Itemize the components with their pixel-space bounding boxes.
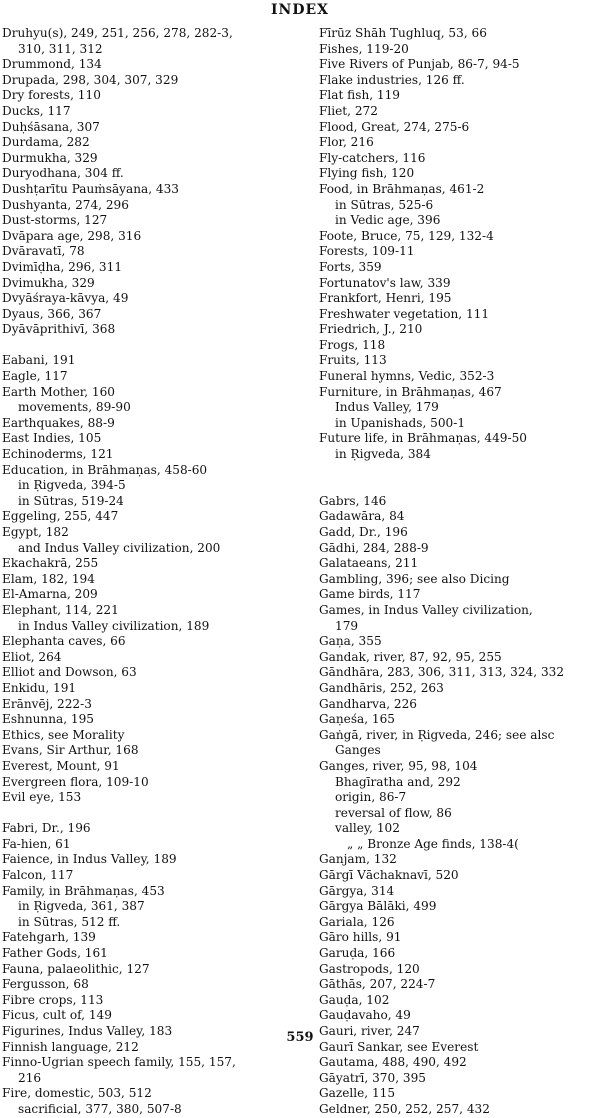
index-entry: Future life, in Brāhmaṇas, 449-50	[319, 431, 527, 446]
index-entry: Erānvēj, 222-3	[2, 696, 92, 711]
index-entry: Drupada, 298, 304, 307, 329	[2, 72, 179, 87]
section-gap	[319, 478, 600, 494]
index-column-right	[319, 26, 600, 1118]
index-entry: Elliot and Dowson, 63	[2, 665, 137, 680]
index-entry: Flat fish, 119	[319, 88, 401, 103]
index-entry: Gāro hills, 91	[319, 930, 402, 945]
index-entry: Finno-Ugrian speech family, 155, 157,	[2, 1055, 236, 1070]
index-entry: Eggeling, 255, 447	[2, 509, 119, 524]
index-entry: Fire, domestic, 503, 512	[2, 1086, 152, 1101]
index-entry: Gādhi, 284, 288-9	[319, 540, 429, 555]
index-entry: Faience, in Indus Valley, 189	[2, 852, 177, 867]
index-entry: Geldner, 250, 252, 257, 432	[319, 1101, 490, 1116]
section-gap	[2, 806, 298, 822]
index-entry: Gazelle, 115	[319, 1086, 396, 1101]
index-entry: Elam, 182, 194	[2, 571, 95, 586]
index-entry: Garuḍa, 166	[319, 946, 396, 961]
index-subentry: in Sūtras, 519-24	[18, 493, 124, 508]
index-subentry: in Indus Valley civilization, 189	[18, 618, 210, 633]
index-entry: Drummond, 134	[2, 57, 102, 72]
index-entry: Dvāravatī, 78	[2, 244, 85, 259]
index-entry: Ducks, 117	[2, 103, 71, 118]
section-gap	[2, 338, 298, 354]
index-entry: Gandharva, 226	[319, 696, 417, 711]
index-entry: Dvāpara age, 298, 316	[2, 228, 142, 243]
index-entry: El-Amarna, 209	[2, 587, 98, 602]
index-entry: Fabri, Dr., 196	[2, 821, 91, 836]
index-entry: Fruits, 113	[319, 353, 387, 368]
index-entry: Family, in Brāhmaṇas, 453	[2, 883, 165, 898]
index-subentry: origin, 86-7	[335, 790, 407, 805]
index-entry: Eabani, 191	[2, 353, 76, 368]
index-entry: Game birds, 117	[319, 587, 421, 602]
index-entry: Ekachakrā, 255	[2, 556, 99, 571]
index-entry: Ganjam, 132	[319, 852, 397, 867]
index-entry: Friedrich, J., 210	[319, 322, 423, 337]
index-entry: Gabrs, 146	[319, 493, 387, 508]
index-subentry: reversal of flow, 86	[335, 805, 452, 820]
index-entry: Dushyanta, 274, 296	[2, 197, 129, 212]
index-entry: Gaṇa, 355	[319, 634, 382, 649]
index-subentry: movements, 89-90	[18, 400, 131, 415]
index-entry: Druhyu(s), 249, 251, 256, 278, 282-3,	[2, 26, 233, 40]
index-entry: Dry forests, 110	[2, 88, 101, 103]
index-entry: Fergusson, 68	[2, 977, 89, 992]
index-entry: Freshwater vegetation, 111	[319, 306, 490, 321]
index-entry: Flood, Great, 274, 275-6	[319, 119, 470, 134]
index-entry: Evans, Sir Arthur, 168	[2, 743, 139, 758]
index-subentry: 310, 311, 312	[18, 41, 103, 56]
index-entry: Gauḍa, 102	[319, 992, 390, 1007]
index-column-left	[2, 26, 298, 1118]
index-subentry: in Sūtras, 525-6	[335, 197, 434, 212]
index-entry: Figurines, Indus Valley, 183	[2, 1024, 173, 1038]
index-entry: Gauri, river, 247	[319, 1024, 420, 1038]
index-subentry: in Ṛigveda, 394-5	[18, 478, 126, 493]
index-entry: Dust-storms, 127	[2, 213, 108, 228]
index-entry: Enkidu, 191	[2, 680, 77, 695]
index-entry: Gaurī Sankar, see Everest	[319, 1039, 479, 1054]
index-subentry: Ganges	[335, 743, 381, 758]
index-entry: Dyāvāprithivī, 368	[2, 322, 116, 337]
index-entry: Education, in Brāhmaṇas, 458-60	[2, 462, 208, 477]
index-subentry: valley, 102	[335, 821, 400, 836]
index-subentry: and Indus Valley civilization, 200	[18, 540, 221, 555]
index-entry: Funeral hymns, Vedic, 352-3	[319, 369, 495, 384]
index-entry: Earth Mother, 160	[2, 384, 116, 399]
index-entry: Gārgya Bālāki, 499	[319, 899, 437, 914]
index-entry: Gāyatrī, 370, 395	[319, 1070, 426, 1085]
index-entry: Durdama, 282	[2, 135, 90, 150]
index-subentry: sacrificial, 377, 380, 507-8	[18, 1101, 182, 1116]
index-entry: Frogs, 118	[319, 337, 386, 352]
index-entry: Dvimukha, 329	[2, 275, 95, 290]
index-entry: Fīrūz Shāh Tughluq, 53, 66	[319, 26, 487, 40]
index-entry: Flake industries, 126 ff.	[319, 72, 465, 87]
index-entry: Ganges, river, 95, 98, 104	[319, 758, 478, 773]
index-entry: Dyaus, 366, 367	[2, 306, 102, 321]
index-entry: Gandhāris, 252, 263	[319, 680, 444, 695]
index-subentry: in Ṛigveda, 361, 387	[18, 899, 145, 914]
index-entry: Fly-catchers, 116	[319, 150, 426, 165]
index-subentry: Indus Valley, 179	[335, 400, 439, 415]
index-entry: Eliot, 264	[2, 649, 62, 664]
index-entry: Gāndhāra, 283, 306, 311, 313, 324, 332	[319, 665, 565, 680]
index-entry: Gadd, Dr., 196	[319, 525, 408, 539]
index-entry: Durmukha, 329	[2, 150, 98, 165]
index-entry: Egypt, 182	[2, 525, 69, 539]
index-entry: Earthquakes, 88-9	[2, 415, 115, 430]
index-entry: Gaṇeśa, 165	[319, 712, 396, 727]
index-entry: Fatehgarh, 139	[2, 930, 96, 945]
index-entry: Falcon, 117	[2, 868, 74, 883]
index-entry: Flying fish, 120	[319, 166, 415, 181]
index-entry: Dvyāśraya-kāvya, 49	[2, 291, 129, 306]
index-entry: Echinoderms, 121	[2, 447, 114, 462]
index-entry: Evergreen flora, 109-10	[2, 774, 149, 789]
index-entry: Elephanta caves, 66	[2, 634, 126, 649]
index-entry: Gambling, 396; see also Dicing	[319, 571, 510, 586]
index-entry: Duḥśāsana, 307	[2, 119, 100, 134]
index-entry: Gauḍavaho, 49	[319, 1008, 411, 1023]
index-subentry: Bhagīratha and, 292	[335, 774, 461, 789]
index-entry: Fibre crops, 113	[2, 992, 104, 1007]
index-entry: Finnish language, 212	[2, 1039, 139, 1054]
index-subentry: in Sūtras, 512 ff.	[18, 914, 121, 929]
index-entry: Gastropods, 120	[319, 961, 420, 976]
section-gap	[319, 463, 600, 479]
index-subentry: 216	[18, 1070, 42, 1085]
index-entry: Fauna, palaeolithic, 127	[2, 961, 150, 976]
index-entry: East Indies, 105	[2, 431, 102, 446]
index-entry: Forests, 109-11	[319, 244, 415, 259]
index-entry: Dushṭarītu Pauṁsāyana, 433	[2, 181, 179, 196]
index-entry: Forts, 359	[319, 259, 382, 274]
index-subentry: 179	[335, 618, 359, 633]
index-entry: Gariala, 126	[319, 914, 395, 929]
index-entry: Gārgya, 314	[319, 883, 395, 898]
index-subentry: in Ṛigveda, 384	[335, 447, 431, 462]
index-entry: Fliet, 272	[319, 103, 378, 118]
index-subentry: in Vedic age, 396	[335, 213, 441, 228]
index-entry: Dvimīḍha, 296, 311	[2, 259, 123, 274]
index-entry: Frankfort, Henri, 195	[319, 291, 452, 306]
index-entry: Fishes, 119-20	[319, 41, 409, 56]
index-entry: Galataeans, 211	[319, 556, 419, 571]
index-entry: Everest, Mount, 91	[2, 758, 120, 773]
index-subentry: „ „ Bronze Age finds, 138-4(	[347, 836, 519, 851]
index-entry: Food, in Brāhmaṇas, 461-2	[319, 181, 485, 196]
index-entry: Flor, 216	[319, 135, 374, 150]
page-header: INDEX	[270, 2, 330, 18]
index-entry: Gaṅgā, river, in Ṛigveda, 246; see alsc	[319, 727, 555, 742]
index-entry: Games, in Indus Valley civilization,	[319, 602, 533, 617]
index-entry: Ficus, cult of, 149	[2, 1008, 112, 1023]
index-entry: Fortunatov's law, 339	[319, 275, 451, 290]
index-entry: Furniture, in Brāhmaṇas, 467	[319, 384, 502, 399]
index-entry: Gandak, river, 87, 92, 95, 255	[319, 649, 502, 664]
page-number: 559	[286, 1030, 314, 1045]
index-entry: Gāthās, 207, 224-7	[319, 977, 436, 992]
index-entry: Elephant, 114, 221	[2, 602, 119, 617]
index-entry: Gadawāra, 84	[319, 509, 405, 524]
index-entry: Foote, Bruce, 75, 129, 132-4	[319, 228, 494, 243]
index-entry: Father Gods, 161	[2, 946, 108, 961]
index-entry: Ethics, see Morality	[2, 727, 125, 742]
index-entry: Evil eye, 153	[2, 790, 82, 805]
index-entry: Duryodhana, 304 ff.	[2, 166, 124, 181]
index-entry: Five Rivers of Punjab, 86-7, 94-5	[319, 57, 520, 72]
index-entry: Eagle, 117	[2, 369, 68, 384]
index-entry: Gautama, 488, 490, 492	[319, 1055, 467, 1070]
index-entry: Gārgī Vāchaknavī, 520	[319, 868, 459, 883]
index-subentry: in Upanishads, 500-1	[335, 415, 466, 430]
index-entry: Fa-hien, 61	[2, 836, 71, 851]
index-entry: Eshnunna, 195	[2, 712, 94, 727]
